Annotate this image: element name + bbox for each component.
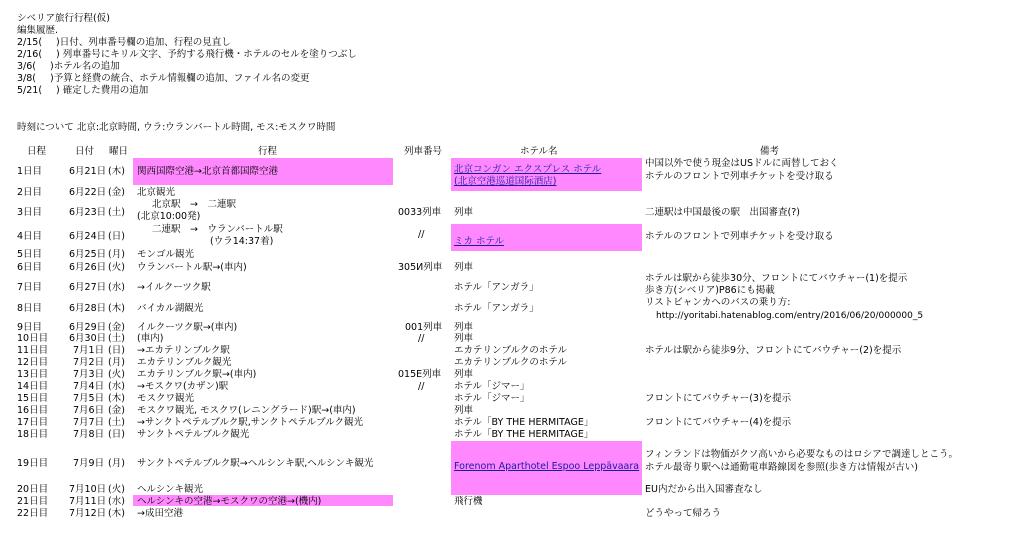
cell-note: EU内だから出入国審査なし xyxy=(645,484,763,495)
history-item: 5/21( ) 確定した費用の追加 xyxy=(17,85,149,96)
header-hotel: ホテル名 xyxy=(520,146,558,157)
cell-hotel: ホテル「BY THE HERMITAGE」 xyxy=(454,429,594,440)
cell-itinerary-sub: (ウラ14:37着) xyxy=(210,236,274,247)
cell-day: 15日目 xyxy=(17,393,49,404)
cell-day: 8日目 xyxy=(17,303,43,314)
document-title: シベリア旅行行程(仮) xyxy=(17,13,110,24)
cell-note: フィンランドは物価がクソ高いから必要なものはロシアで調達しとこう。 xyxy=(645,449,959,460)
cell-itinerary: 関西国際空港→北京首都国際空港 xyxy=(137,166,278,177)
cell-weekday: (月) xyxy=(108,458,125,469)
history-item: 3/6( )ホテル名の追加 xyxy=(17,61,120,72)
cell-day: 19日目 xyxy=(17,458,49,469)
hotel-link[interactable]: ミカ ホテル xyxy=(454,236,505,247)
cell-day: 2日目 xyxy=(17,187,43,198)
cell-date: 6月29日 xyxy=(69,322,107,333)
cell-hotel: 列車 xyxy=(454,262,474,273)
cell-note: ホテルのフロントで列車チケットを受け取る xyxy=(645,171,834,182)
cell-hotel: 列車 xyxy=(454,207,474,218)
cell-itinerary: (車内) xyxy=(137,333,164,344)
cell-date: 6月26日 xyxy=(69,262,107,273)
cell-day: 13日目 xyxy=(17,369,49,380)
cell-date: 7月3日 xyxy=(73,369,105,380)
cell-date: 7月2日 xyxy=(73,357,105,368)
cell-itinerary-sub: (北京10:00発) xyxy=(137,211,201,222)
cell-itinerary: ヘルシンキ観光 xyxy=(137,484,204,495)
cell-itinerary: 北京駅 → 二連駅 xyxy=(152,199,236,210)
cell-itinerary: ウランバートル駅→(車内) xyxy=(137,262,247,273)
hotel-link-sub[interactable]: (北京空港巡道国际酒店) xyxy=(454,176,557,187)
cell-weekday: (木) xyxy=(108,393,125,404)
cell-date: 7月12日 xyxy=(69,508,107,519)
cell-date: 6月28日 xyxy=(69,303,107,314)
cell-itinerary: バイカル湖観光 xyxy=(137,303,204,314)
cell-weekday: (日) xyxy=(108,345,125,356)
cell-weekday: (金) xyxy=(108,405,125,416)
header-day: 日程 xyxy=(27,146,47,157)
cell-day: 1日目 xyxy=(17,166,43,177)
cell-date: 6月21日 xyxy=(69,166,107,177)
cell-itinerary: →イルクーツク駅 xyxy=(137,282,211,293)
cell-day: 10日目 xyxy=(17,333,49,344)
cell-itinerary: サンクトペテルブルク観光 xyxy=(137,429,250,440)
cell-note-url[interactable]: http://yoritabi.hatenablog.com/entry/2016/06/20/000000_5 xyxy=(656,311,924,321)
cell-note: ホテルのフロントで列車チケットを受け取る xyxy=(645,231,834,242)
cell-hotel: 列車 xyxy=(454,322,474,333)
cell-date: 7月8日 xyxy=(73,429,105,440)
cell-date: 7月6日 xyxy=(73,405,105,416)
cell-weekday: (木) xyxy=(108,303,125,314)
cell-date: 6月27日 xyxy=(69,282,107,293)
header-itinerary: 行程 xyxy=(258,146,278,157)
cell-date: 7月9日 xyxy=(73,458,105,469)
cell-itinerary: →成田空港 xyxy=(137,508,183,519)
cell-itinerary: エカテリンブルク駅→(車内) xyxy=(137,369,257,380)
cell-weekday: (月) xyxy=(108,249,125,260)
cell-note: 歩き方(シベリア)P86にも掲載 xyxy=(645,285,775,296)
cell-day: 16日目 xyxy=(17,405,49,416)
cell-date: 6月30日 xyxy=(69,333,107,344)
cell-itinerary: モスクワ観光, モスクワ(レニングラード)駅→(車内) xyxy=(137,405,356,416)
hotel-link[interactable]: Forenom Aparthotel Espoo Leppävaara xyxy=(454,461,640,472)
cell-weekday: (火) xyxy=(108,369,125,380)
cell-day: 3日目 xyxy=(17,207,43,218)
cell-date: 7月5日 xyxy=(73,393,105,404)
cell-day: 20日目 xyxy=(17,484,49,495)
history-item: 3/8( )予算と経費の統合、ホテル情報欄の追加、ファイル名の変更 xyxy=(17,73,310,84)
cell-note: ホテルは駅から徒歩9分、フロントにてバウチャー(2)を提示 xyxy=(645,345,902,356)
cell-hotel: ホテル「ジマー」 xyxy=(454,381,530,392)
cell-day: 21日目 xyxy=(17,496,49,507)
cell-date: 6月24日 xyxy=(69,231,107,242)
history-label: 編集履歴. xyxy=(17,25,59,36)
cell-itinerary: →モスクワ(カザン)駅 xyxy=(137,381,229,392)
cell-weekday: (月) xyxy=(108,357,125,368)
cell-train: 001列車 xyxy=(405,322,443,333)
cell-day: 9日目 xyxy=(17,322,43,333)
cell-date: 7月4日 xyxy=(73,381,105,392)
cell-train: // xyxy=(418,229,425,240)
cell-weekday: (木) xyxy=(108,166,125,177)
cell-date: 6月23日 xyxy=(69,207,107,218)
cell-weekday: (土) xyxy=(108,417,125,428)
cell-note: フロントにてバウチャー(3)を提示 xyxy=(645,393,792,404)
history-item: 2/15( )日付、列車番号欄の追加、行程の見直し xyxy=(17,37,231,48)
cell-day: 17日目 xyxy=(17,417,49,428)
cell-hotel: 列車 xyxy=(454,369,474,380)
cell-note: ホテルは駅から徒歩30分、フロントにてバウチャー(1)を提示 xyxy=(645,273,908,284)
cell-note: ホテル最寄り駅へは通勤電車路線図を参照(歩き方は情報が古い) xyxy=(645,462,918,473)
cell-note: リストビャンカへのバスの乗り方: xyxy=(645,297,791,308)
cell-weekday: (水) xyxy=(108,282,125,293)
cell-weekday: (火) xyxy=(108,262,125,273)
cell-weekday: (水) xyxy=(108,496,125,507)
cell-weekday: (水) xyxy=(108,381,125,392)
hotel-link[interactable]: 北京コンガン エクスプレス ホテル xyxy=(454,164,602,175)
cell-date: 6月25日 xyxy=(69,249,107,260)
cell-date: 7月10日 xyxy=(69,484,107,495)
cell-date: 6月22日 xyxy=(69,187,107,198)
cell-day: 6日目 xyxy=(17,262,43,273)
cell-day: 18日目 xyxy=(17,429,49,440)
history-item: 2/16( ) 列車番号にキリル文字、予約する飛行機・ホテルのセルを塗りつぶし xyxy=(17,49,357,60)
cell-hotel: 列車 xyxy=(454,405,474,416)
cell-hotel: 飛行機 xyxy=(454,496,483,507)
cell-weekday: (火) xyxy=(108,484,125,495)
cell-date: 7月1日 xyxy=(73,345,105,356)
cell-hotel: エカテリンブルクのホテル xyxy=(454,345,567,356)
header-train: 列車番号 xyxy=(404,146,443,157)
cell-note: 中国以外で使う現金はUSドルに両替しておく xyxy=(645,158,839,169)
cell-weekday: (木) xyxy=(108,508,125,519)
cell-weekday: (金) xyxy=(108,187,125,198)
cell-itinerary: モスクワ観光 xyxy=(137,393,195,404)
cell-day: 4日目 xyxy=(17,231,43,242)
cell-day: 7日目 xyxy=(17,282,43,293)
cell-train: // xyxy=(418,381,425,392)
cell-weekday: (土) xyxy=(108,333,125,344)
cell-day: 11日目 xyxy=(17,345,49,356)
cell-itinerary: →エカテリンブルク駅 xyxy=(137,345,230,356)
cell-note: 二連駅は中国最後の駅 出国審査(?) xyxy=(645,207,800,218)
time-note: 時刻について 北京:北京時間, ウラ:ウランバートル時間, モス:モスクワ時間 xyxy=(17,122,336,133)
cell-day: 5日目 xyxy=(17,249,43,260)
cell-day: 22日目 xyxy=(17,508,49,519)
cell-train: // xyxy=(418,333,425,344)
cell-weekday: (土) xyxy=(108,207,125,218)
cell-date: 7月11日 xyxy=(69,496,107,507)
cell-note: どうやって帰ろう xyxy=(645,508,722,519)
cell-hotel: ホテル「BY THE HERMITAGE」 xyxy=(454,417,594,428)
header-weekday: 曜日 xyxy=(109,146,129,157)
cell-hotel: ホテル「アンガラ」 xyxy=(454,303,539,314)
cell-train: 015Е列車 xyxy=(398,369,442,380)
cell-hotel: ホテル「ジマー」 xyxy=(454,393,530,404)
header-date: 日付 xyxy=(75,146,95,157)
cell-weekday: (日) xyxy=(108,429,125,440)
cell-itinerary: 北京観光 xyxy=(137,187,176,198)
cell-train: 305И列車 xyxy=(398,262,443,273)
cell-itinerary: 二連駅 → ウランバートル駅 xyxy=(152,224,283,235)
cell-hotel: エカテリンブルクのホテル xyxy=(454,357,567,368)
cell-day: 14日目 xyxy=(17,381,49,392)
cell-day: 12日目 xyxy=(17,357,49,368)
cell-itinerary: →サンクトペテルブルク駅,サンクトペテルブルク観光 xyxy=(137,417,364,428)
cell-itinerary: ヘルシンキの空港→モスクワの空港→(機内) xyxy=(137,496,322,507)
cell-itinerary: モンゴル観光 xyxy=(137,249,195,260)
cell-itinerary: エカテリンブルク観光 xyxy=(137,357,232,368)
cell-hotel: ホテル「アンガラ」 xyxy=(454,282,539,293)
cell-weekday: (金) xyxy=(108,322,125,333)
cell-hotel: 列車 xyxy=(454,333,474,344)
cell-weekday: (日) xyxy=(108,231,125,242)
header-notes: 備考 xyxy=(760,146,780,157)
cell-train: 0033列車 xyxy=(398,207,442,218)
cell-note: フロントにてバウチャー(4)を提示 xyxy=(645,417,792,428)
cell-itinerary: サンクトペテルブルク駅→ヘルシンキ駅,ヘルシンキ観光 xyxy=(137,458,374,469)
cell-date: 7月7日 xyxy=(73,417,105,428)
cell-itinerary: イルクーツク駅→(車内) xyxy=(137,322,238,333)
